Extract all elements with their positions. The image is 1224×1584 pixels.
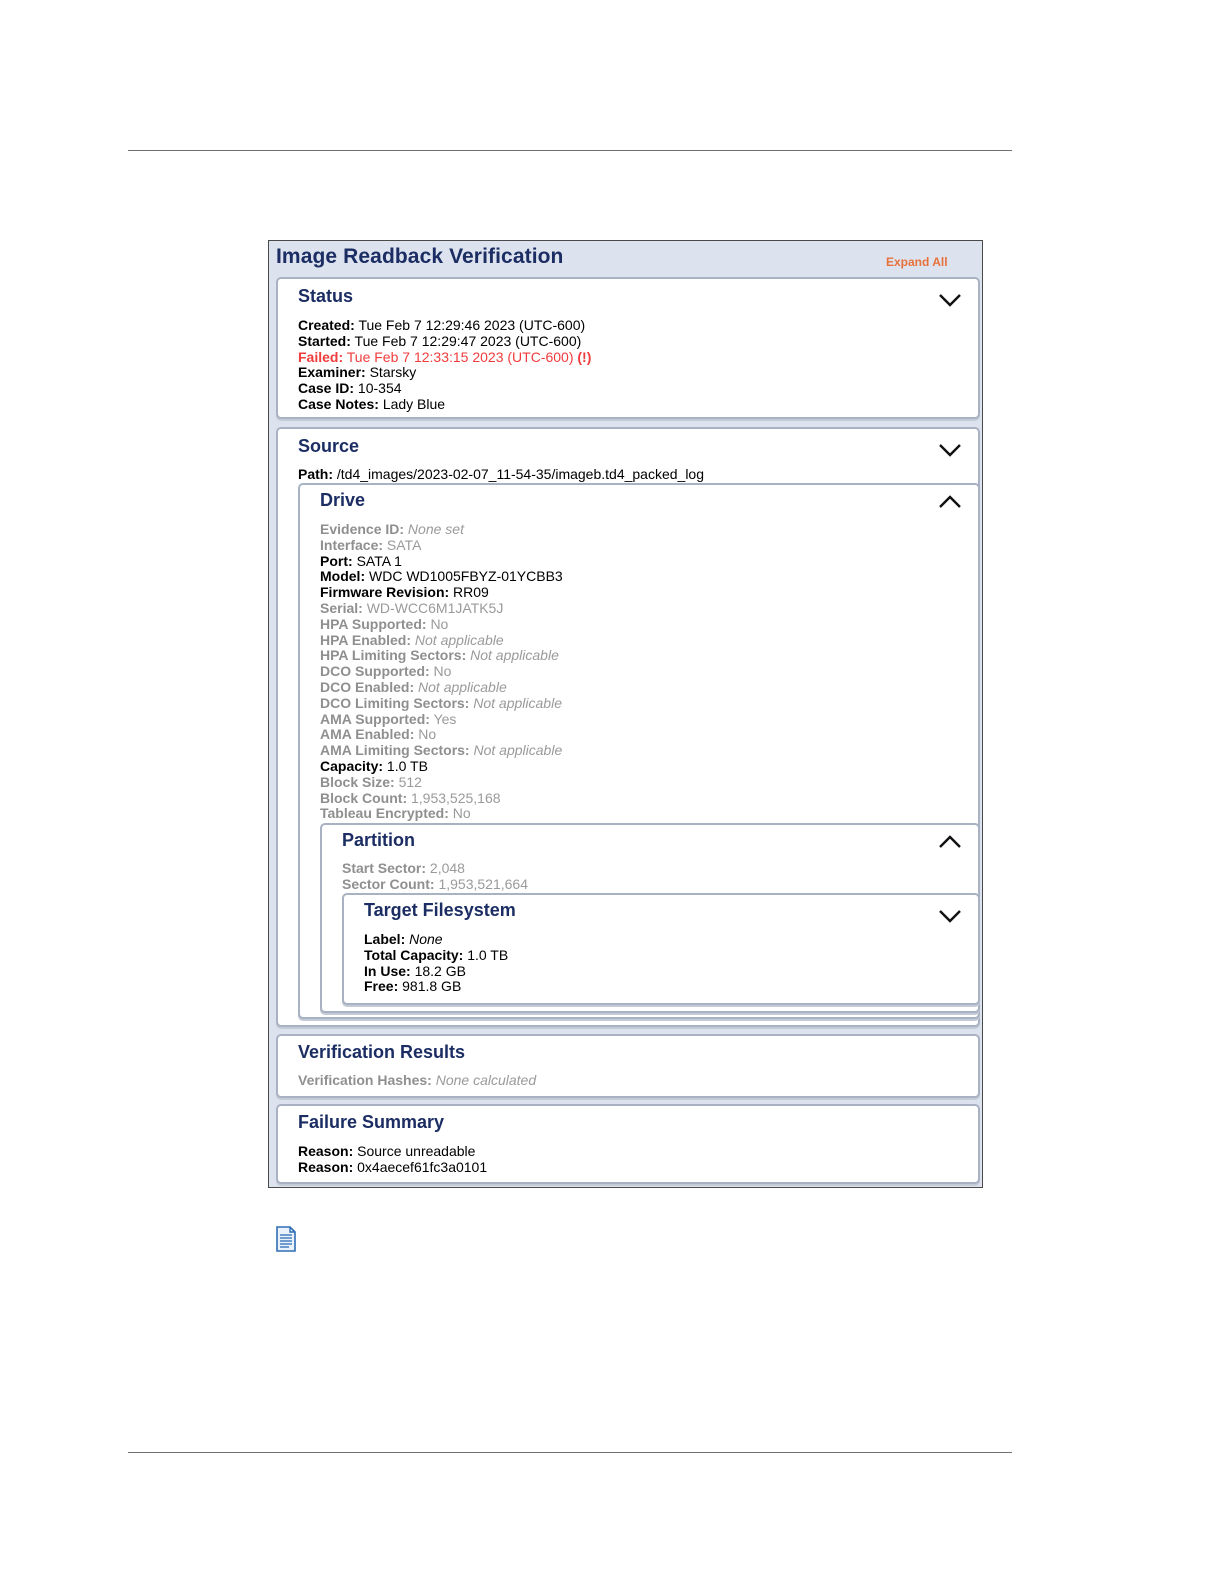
window-title: Image Readback Verification [276,245,564,268]
target-filesystem-panel [342,893,980,1005]
reason-row: Reason: Source unreadable [298,1143,476,1159]
start-sector-row: Start Sector: 2,048 [342,860,465,876]
drive-field-row: Block Count: 1,953,525,168 [320,789,501,806]
started-row: Started: Tue Feb 7 12:29:47 2023 (UTC-600) [298,332,582,349]
drive-field-row: Serial: WD-WCC6M1JATK5J [320,599,504,616]
chevron-up-icon[interactable] [938,835,964,855]
drive-field-row: AMA Enabled: No [320,726,437,743]
case-notes-row: Case Notes: Lady Blue [298,395,446,412]
target-filesystem-title: Target Filesystem [364,900,516,920]
total-capacity-row: Total Capacity: 1.0 TB [364,946,509,963]
drive-panel [298,483,980,1019]
drive-field-row: Tableau Encrypted: No [320,805,471,822]
fs-label-row: Label: None [364,931,443,947]
sector-count-row: Sector Count: 1,953,521,664 [342,875,528,892]
drive-fields [320,522,563,822]
drive-title: Drive [320,490,366,510]
failed-row: Failed: Tue Feb 7 12:33:15 2023 (UTC-600) (!) [298,348,592,365]
verification-hashes-row: Verification Hashes: None calculated [298,1072,537,1088]
drive-field-row: Model: WDC WD1005FBYZ-01YCBB3 [320,568,563,585]
source-panel [276,427,980,1027]
drive-field-row: AMA Limiting Sectors: Not applicable [320,742,563,759]
chevron-down-icon[interactable] [938,443,964,463]
verification-results-title: Verification Results [298,1042,466,1062]
drive-field-row: HPA Supported: No [320,615,449,632]
reason-row: Reason: 0x4aecef61fc3a0101 [298,1158,488,1175]
note-document-icon [274,1225,298,1258]
image-readback-verification-window [268,240,983,1188]
drive-field-row: Interface: SATA [320,536,422,553]
drive-field-row: HPA Limiting Sectors: Not applicable [320,647,559,664]
drive-field-row: DCO Enabled: Not applicable [320,678,507,695]
source-title: Source [298,436,360,456]
drive-field-row: Capacity: 1.0 TB [320,757,428,774]
chevron-down-icon[interactable] [938,909,964,929]
chevron-down-icon[interactable] [938,293,964,313]
drive-field-row: Block Size: 512 [320,773,422,790]
header-rule [128,150,1012,151]
drive-field-row: HPA Enabled: Not applicable [320,631,504,648]
examiner-row: Examiner: Starsky [298,364,417,381]
failure-summary-title: Failure Summary [298,1112,445,1132]
partition-panel [320,823,980,1013]
status-panel [276,277,980,419]
chevron-up-icon[interactable] [938,495,964,515]
case-id-row: Case ID: 10-354 [298,380,402,397]
drive-field-row: DCO Supported: No [320,663,452,680]
created-row: Created: Tue Feb 7 12:29:46 2023 (UTC-600) [298,317,586,333]
verification-results-panel [276,1034,980,1098]
free-row: Free: 981.8 GB [364,978,462,995]
drive-field-row: Port: SATA 1 [320,552,402,569]
expand-all-link[interactable]: Expand All [886,255,948,269]
path-row: Path: /td4_images/2023-02-07_11-54-35/imageb.td4_packed_log [298,466,705,482]
drive-field-row: Evidence ID: None set [320,521,464,537]
drive-field-row: Firmware Revision: RR09 [320,584,489,601]
drive-field-row: DCO Limiting Sectors: Not applicable [320,694,562,711]
in-use-row: In Use: 18.2 GB [364,962,466,979]
partition-title: Partition [342,830,416,850]
status-title: Status [298,286,354,306]
failure-summary-panel [276,1104,980,1184]
footer-rule [128,1452,1012,1453]
drive-field-row: AMA Supported: Yes [320,710,457,727]
